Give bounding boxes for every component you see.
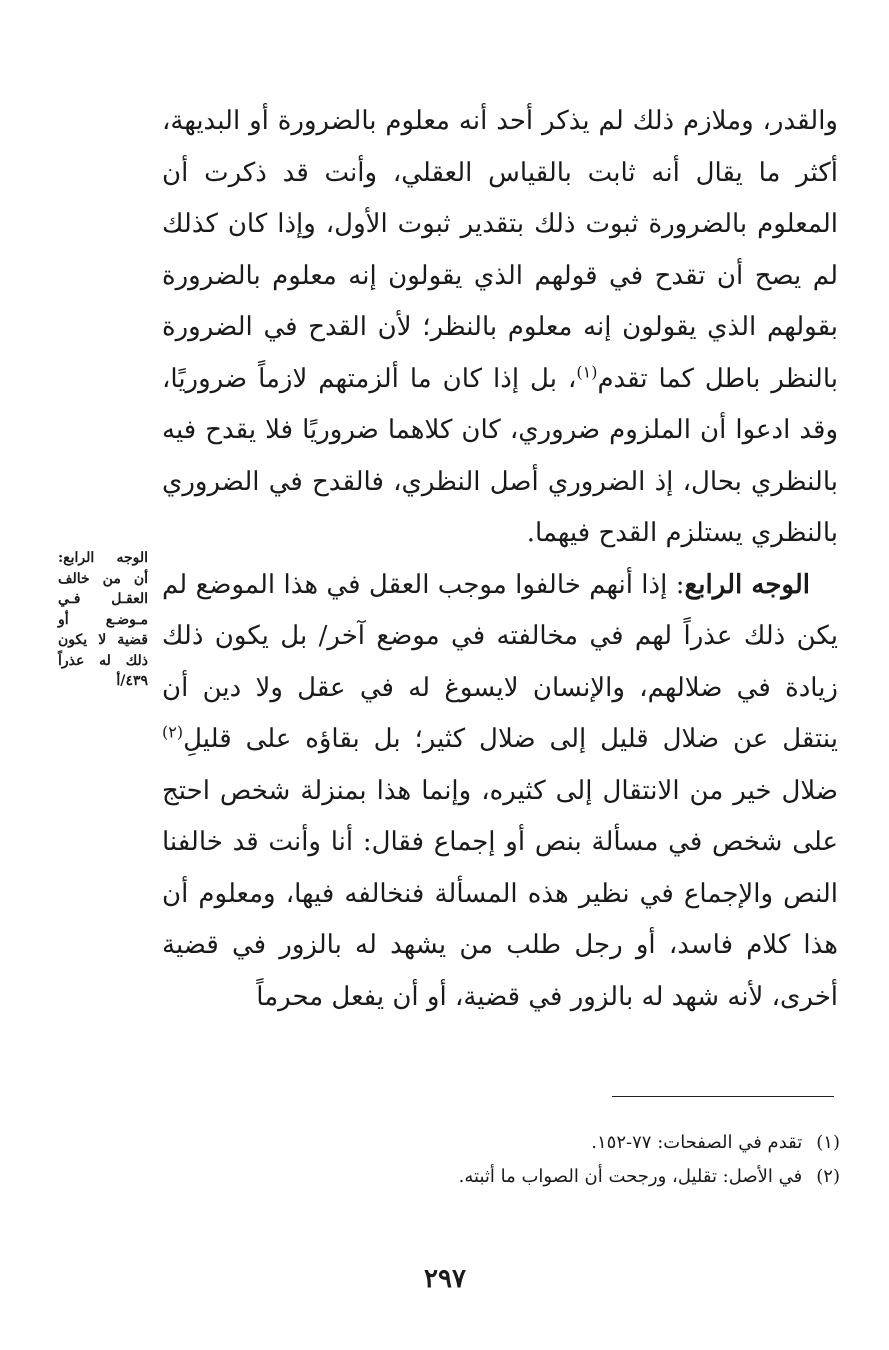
footnote-ref-1[interactable]: (١) (576, 361, 598, 381)
paragraph-1-text: والقدر، وملازم ذلك لم يذكر أحد أنه معلوم بالضرورة أو البديهة، أكثر ما يقال أنه ثابت بالقياس العقلي، وأنت قد ذكرت أن المعلوم بالضرورة ثبوت ذلك بتقدير ثبوت الأول، وإذا كان كذلك لم يصح أن تقدح في قولهم الذي يقولون إنه معلوم بالضرورة بقولهم الذي يقولون إنه معلوم بالنظر؛ لأن القدح في الضرورة بالنظر باطل كما تقدم (162, 106, 838, 394)
footnote-divider (612, 1096, 834, 1097)
footnote-number: (٢) (816, 1166, 840, 1187)
paragraph-2-text: : إذا أنهم خالفوا موجب العقل في هذا الموضع لم يكن ذلك عذراً لهم في مخالفته في موضع آخر/ بل يكون ذلك زيادة في ضلالهم، والإنسان لايسوغ له في عقل ولا دين أن ينتقل عن ضلال قليل إلى ضلال كثير؛ بل بقاؤه على قليلِ (162, 569, 838, 754)
page-number: ٢٩٧ (424, 1264, 466, 1294)
footnote-number: (١) (816, 1132, 840, 1153)
footnote-text: في الأصل: تقليل، ورجحت أن الصواب ما أثبته. (458, 1166, 803, 1187)
footnotes (300, 1126, 840, 1194)
footnote-1 (300, 1126, 840, 1160)
footnote-2 (300, 1160, 840, 1194)
paragraph-2-continuation: ضلال خير من الانتقال إلى كثيره، وإنما هذا بمنزلة شخص احتج على شخص في مسألة بنص أو إجماع فقال: أنا وأنت قد خالفنا النص والإجماع في نظير هذه المسألة فنخالفه فيها، ومعلوم أن هذا كلام فاسد، أو رجل طلب من يشهد له بالزور في قضية أخرى، لأنه شهد له بالزور في قضية، أو أن يفعل محرماً (162, 775, 838, 1012)
paragraph-1-continuation: ، بل إذا كان ما ألزمتهم لازماً ضروريًا، وقد ادعوا أن الملزوم ضروري، كان كلاهما ضروريًا فلا يقدح فيه بالنظري بحال، إذ الضروري أصل النظري، فالقدح في الضروري بالنظري يستلزم القدح فيهما. (162, 363, 838, 548)
margin-note: الوجه الرابع: أن من خالف العقـل فـي مـوضـع أو قضية لا يكون ذلك له عذراً ٤٣٩/أ (58, 550, 148, 689)
footnote-ref-2[interactable]: (٢) (162, 722, 184, 742)
paragraph-2 (162, 560, 838, 1024)
main-text-body (162, 96, 838, 1023)
footnote-text: تقدم في الصفحات: ٧٧-١٥٢. (591, 1132, 803, 1153)
paragraph-1 (162, 96, 838, 560)
section-heading-fourth-aspect: الوجه الرابع (684, 569, 810, 600)
